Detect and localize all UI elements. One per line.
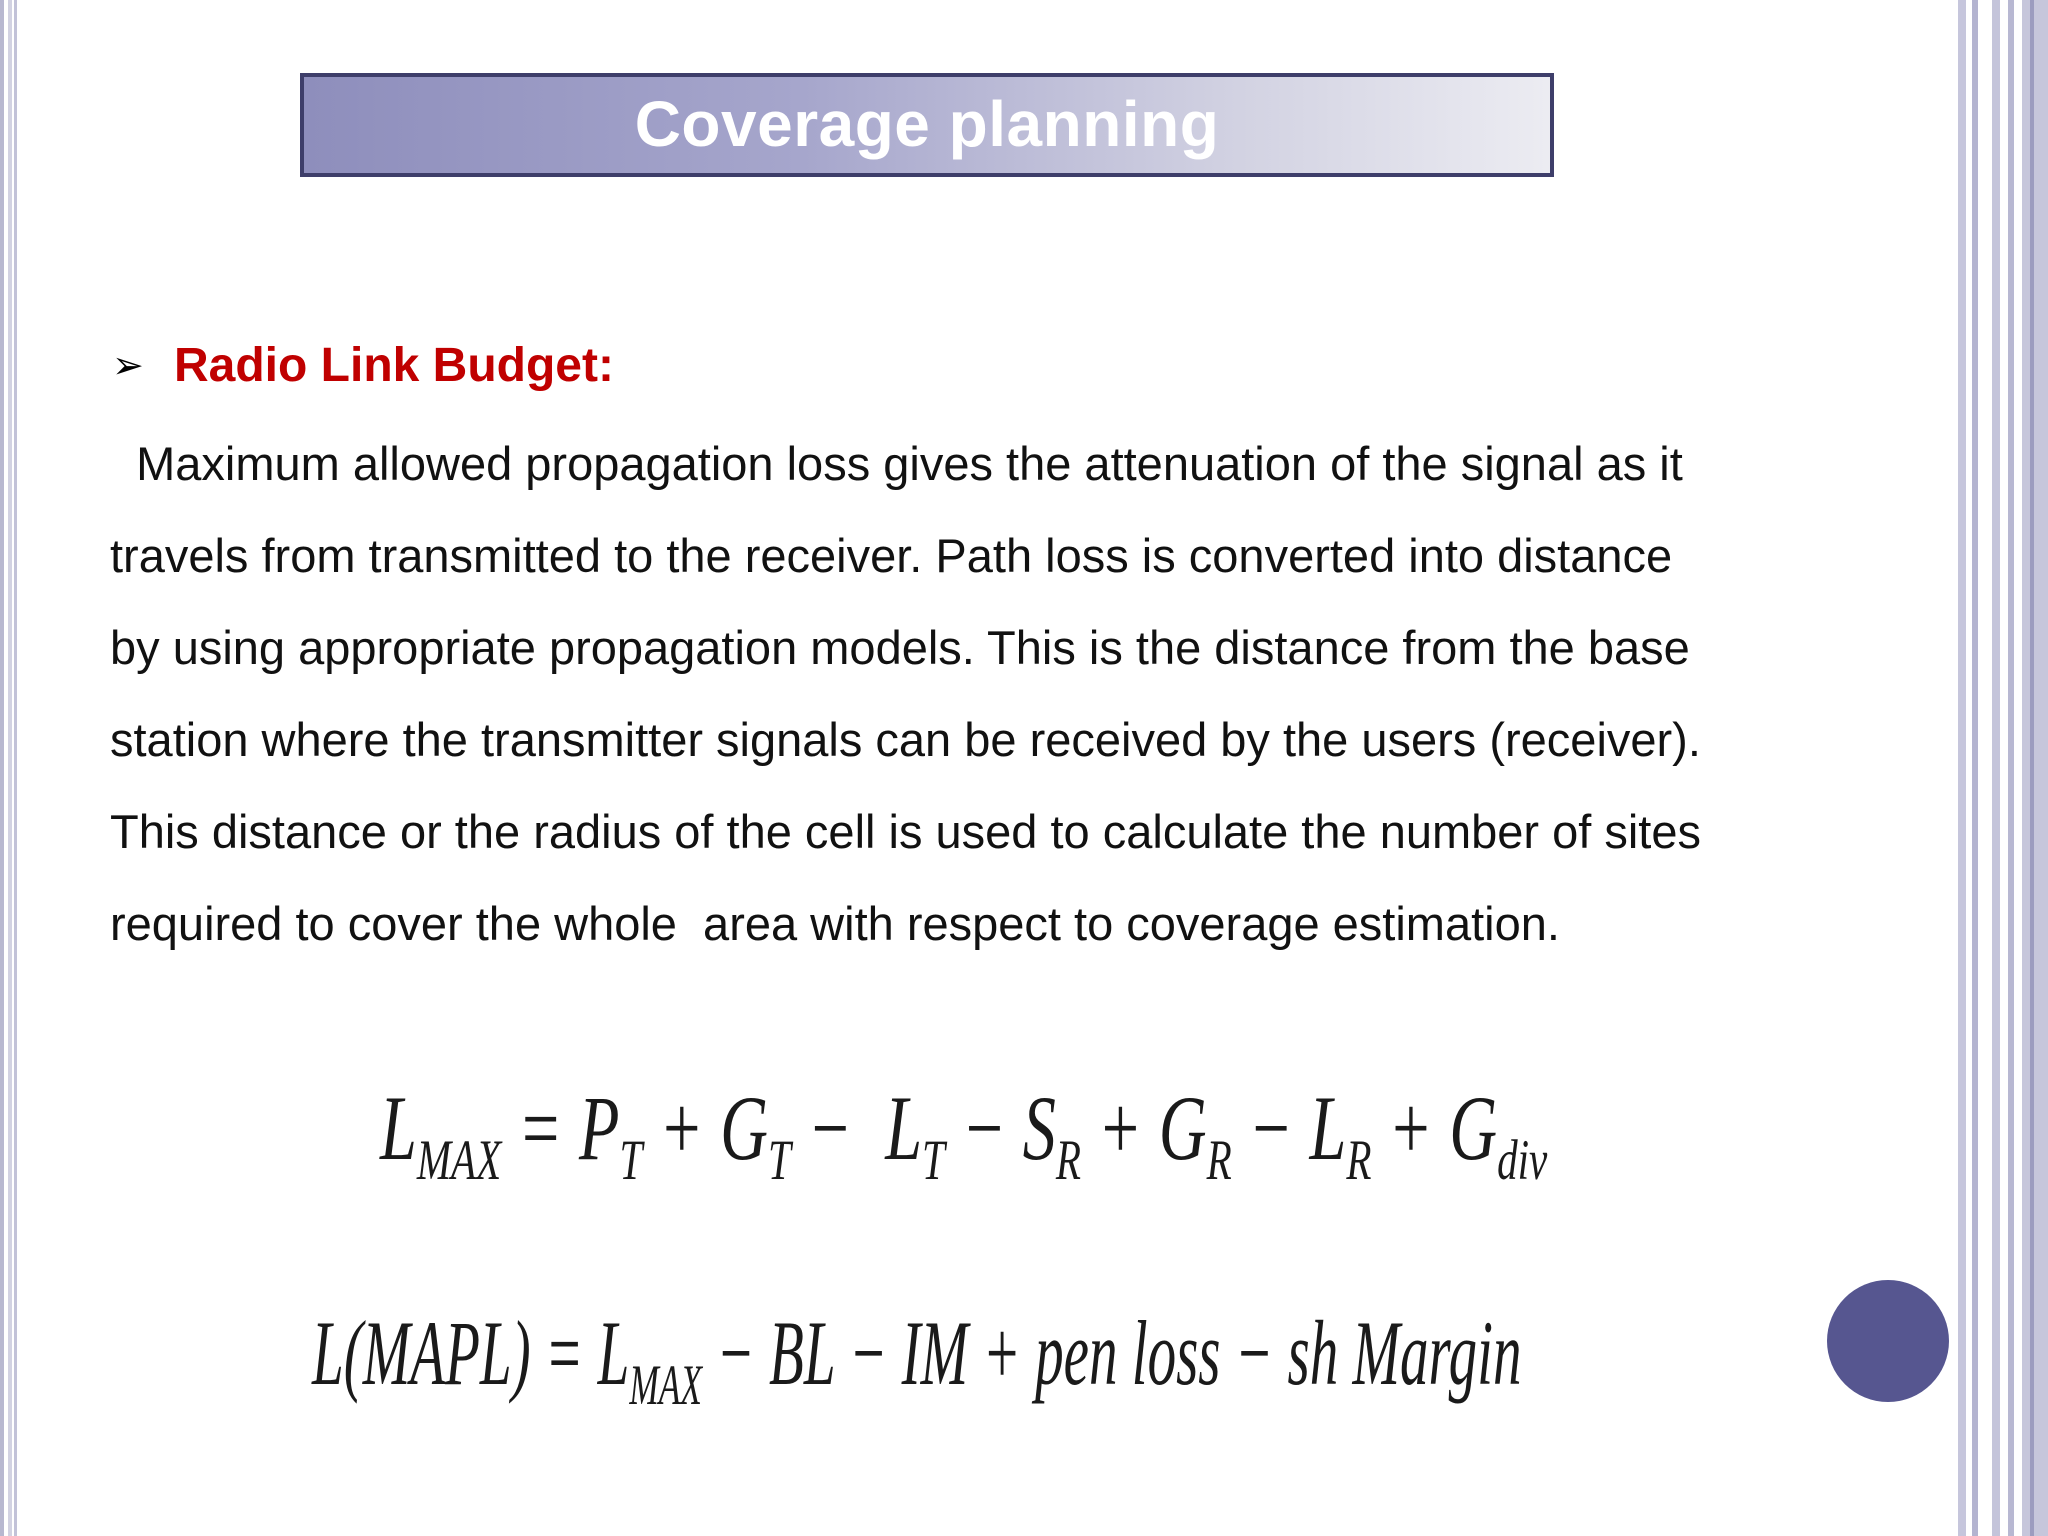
bullet-heading: Radio Link Budget: [174, 338, 614, 392]
body-line: station where the transmitter signals can be received by the users (receiver). [110, 713, 1701, 766]
bullet-heading-row [112, 333, 614, 397]
lmax-formula: $L_{MAX} = P_T + G_T - L_T - S_R + G_R - L_R + G_{div}$ [380, 1077, 1548, 1192]
formula-image [300, 985, 1560, 1536]
body-line: This distance or the radius of the cell is used to calculate the number of sites [110, 805, 1702, 858]
arrow-bullet-icon: ➢ [112, 343, 144, 387]
slide-title: Coverage planning [634, 88, 1220, 160]
decorative-circle [1827, 1280, 1949, 1402]
left-border-decoration [0, 0, 18, 1536]
body-line: required to cover the whole area with respect to coverage estimation. [110, 897, 1560, 950]
slide-title-bar [300, 73, 1554, 177]
body-line: by using appropriate propagation models. This is the distance from the base [110, 621, 1690, 674]
mapl-formula: L(MAPL) = $L_{MAX}$ − BL − IM + pen loss − sh Margin [312, 1302, 1522, 1417]
body-line: travels from transmitted to the receiver. Path loss is converted into distance [110, 529, 1673, 582]
body-line: Maximum allowed propagation loss gives the attenuation of the signal as it [110, 437, 1683, 490]
right-border-decoration [1958, 0, 2048, 1536]
body-paragraph [110, 418, 1930, 970]
